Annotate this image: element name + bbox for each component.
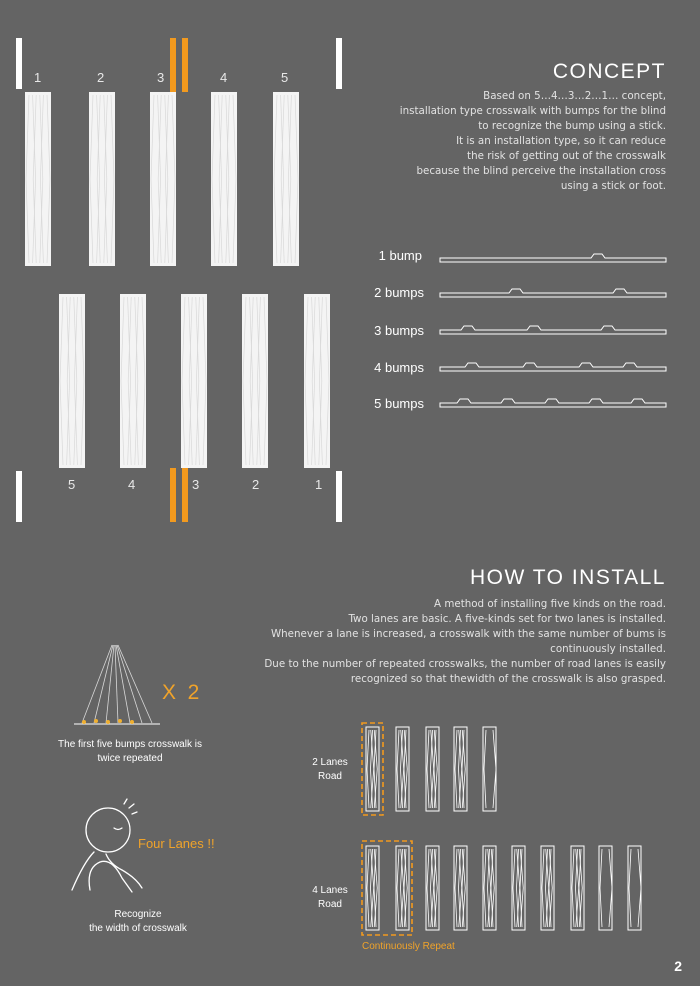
orange-marker-top-a (170, 38, 176, 92)
orange-marker-bottom-a (170, 468, 176, 522)
two-lanes-label (300, 756, 360, 784)
install-line: Two lanes are basic. A five-kinds set for two lanes is installed. (348, 613, 666, 625)
bottom-number-4: 4 (128, 477, 136, 492)
two-lanes-stripe (454, 727, 467, 811)
recognize-caption (48, 908, 228, 936)
concept-title: CONCEPT (552, 60, 666, 83)
lane-diagrams (356, 718, 656, 948)
concept-line: It is an installation type, so it can reduce (456, 135, 666, 147)
crosswalk-stripe-top (150, 92, 176, 266)
four-lanes-label-line: Road (318, 899, 342, 910)
left-edge-bar-top (16, 38, 22, 89)
crosswalk-stripe-bottom (59, 294, 85, 468)
two-lanes-stripe (366, 727, 379, 811)
bump-profile-3 (440, 326, 666, 334)
four-lanes-stripe (512, 846, 525, 930)
left-edge-bar-bottom (16, 471, 22, 522)
four-lanes-stripe (426, 846, 439, 930)
bump-profile-5 (440, 399, 666, 407)
right-edge-bar-bottom (336, 471, 342, 522)
top-number-1: 1 (34, 70, 42, 85)
bump-label-1: 1 bump (378, 248, 422, 263)
repeat-caption (40, 738, 220, 766)
concept-line: because the blind perceive the installation cross (416, 165, 666, 177)
two-lanes-label-line: 2 Lanes (312, 757, 348, 768)
four-lanes-stripe (628, 846, 641, 930)
bottom-number-5: 5 (68, 477, 76, 492)
right-edge-bar-top (336, 38, 342, 89)
crosswalk-stripe-top (89, 92, 115, 266)
crosswalk-stripe-top (273, 92, 299, 266)
bump-label-4: 4 bumps (374, 360, 424, 375)
two-lanes-stripe (426, 727, 439, 811)
top-number-2: 2 (97, 70, 105, 85)
crosswalk-stripe-top (211, 92, 237, 266)
concept-line: to recognize the bump using a stick. (478, 120, 666, 132)
two-lanes-stripe (483, 727, 496, 811)
bump-profile-1 (440, 254, 666, 262)
four-lanes-exclaim: Four Lanes !! (138, 836, 215, 851)
bump-profile-4 (440, 363, 666, 371)
concept-line: Based on 5…4…3…2…1… concept, (483, 90, 666, 102)
bump-profile-2 (440, 289, 666, 297)
four-lanes-label (300, 884, 360, 912)
install-line: Due to the number of repeated crosswalks, the number of road lanes is easily (264, 658, 666, 670)
bottom-number-2: 2 (252, 477, 260, 492)
crosswalk-stripe-bottom (242, 294, 268, 468)
four-lanes-stripe (483, 846, 496, 930)
concept-description (346, 89, 666, 194)
bump-label-5: 5 bumps (374, 396, 424, 411)
repeat-multiplier: X 2 (162, 681, 200, 704)
four-lanes-stripe (454, 846, 467, 930)
install-line: A method of installing five kinds on the road. (434, 598, 666, 610)
concept-line: using a stick or foot. (560, 180, 666, 192)
repeat-caption-line: twice repeated (97, 753, 163, 764)
bottom-number-1: 1 (315, 477, 323, 492)
orange-marker-bottom-b (182, 468, 188, 522)
crosswalk-stripe-bottom (120, 294, 146, 468)
recognize-caption-line: the width of crosswalk (89, 923, 187, 934)
install-title: HOW TO INSTALL (469, 566, 666, 589)
bump-label-3: 3 bumps (374, 323, 424, 338)
page-number: 2 (674, 958, 682, 974)
two-lanes-label-line: Road (318, 771, 342, 782)
bump-profiles (438, 240, 678, 420)
bottom-number-3: 3 (192, 477, 200, 492)
four-lanes-stripe (396, 846, 409, 930)
top-number-5: 5 (281, 70, 289, 85)
crosswalk-stripe-bottom (181, 294, 207, 468)
bump-label-2: 2 bumps (374, 285, 424, 300)
concept-line: the risk of getting out of the crosswalk (467, 150, 666, 162)
orange-marker-top-b (182, 38, 188, 92)
install-description (246, 597, 666, 687)
install-line: continuously installed. (550, 643, 666, 655)
install-line: recognized so that thewidth of the crosswalk is also grasped. (350, 673, 666, 685)
crosswalk-stripe-top (25, 92, 51, 266)
four-lanes-stripe (571, 846, 584, 930)
repeat-caption-line: The first five bumps crosswalk is (58, 739, 202, 750)
install-line: Whenever a lane is increased, a crosswalk with the same number of bums is (270, 628, 666, 640)
four-lanes-stripe (599, 846, 612, 930)
four-lanes-label-line: 4 Lanes (312, 885, 348, 896)
top-number-4: 4 (220, 70, 228, 85)
four-lanes-stripe (541, 846, 554, 930)
continuously-repeat-label: Continuously Repeat (362, 941, 455, 952)
crosswalk-stripes (0, 90, 340, 470)
crosswalk-stripe-bottom (304, 294, 330, 468)
top-number-3: 3 (157, 70, 165, 85)
two-lanes-stripe (396, 727, 409, 811)
concept-line: installation type crosswalk with bumps for the blind (399, 105, 666, 117)
person-recognizing-illustration (70, 800, 180, 910)
four-lanes-stripe (366, 846, 379, 930)
recognize-caption-line: Recognize (114, 909, 162, 920)
